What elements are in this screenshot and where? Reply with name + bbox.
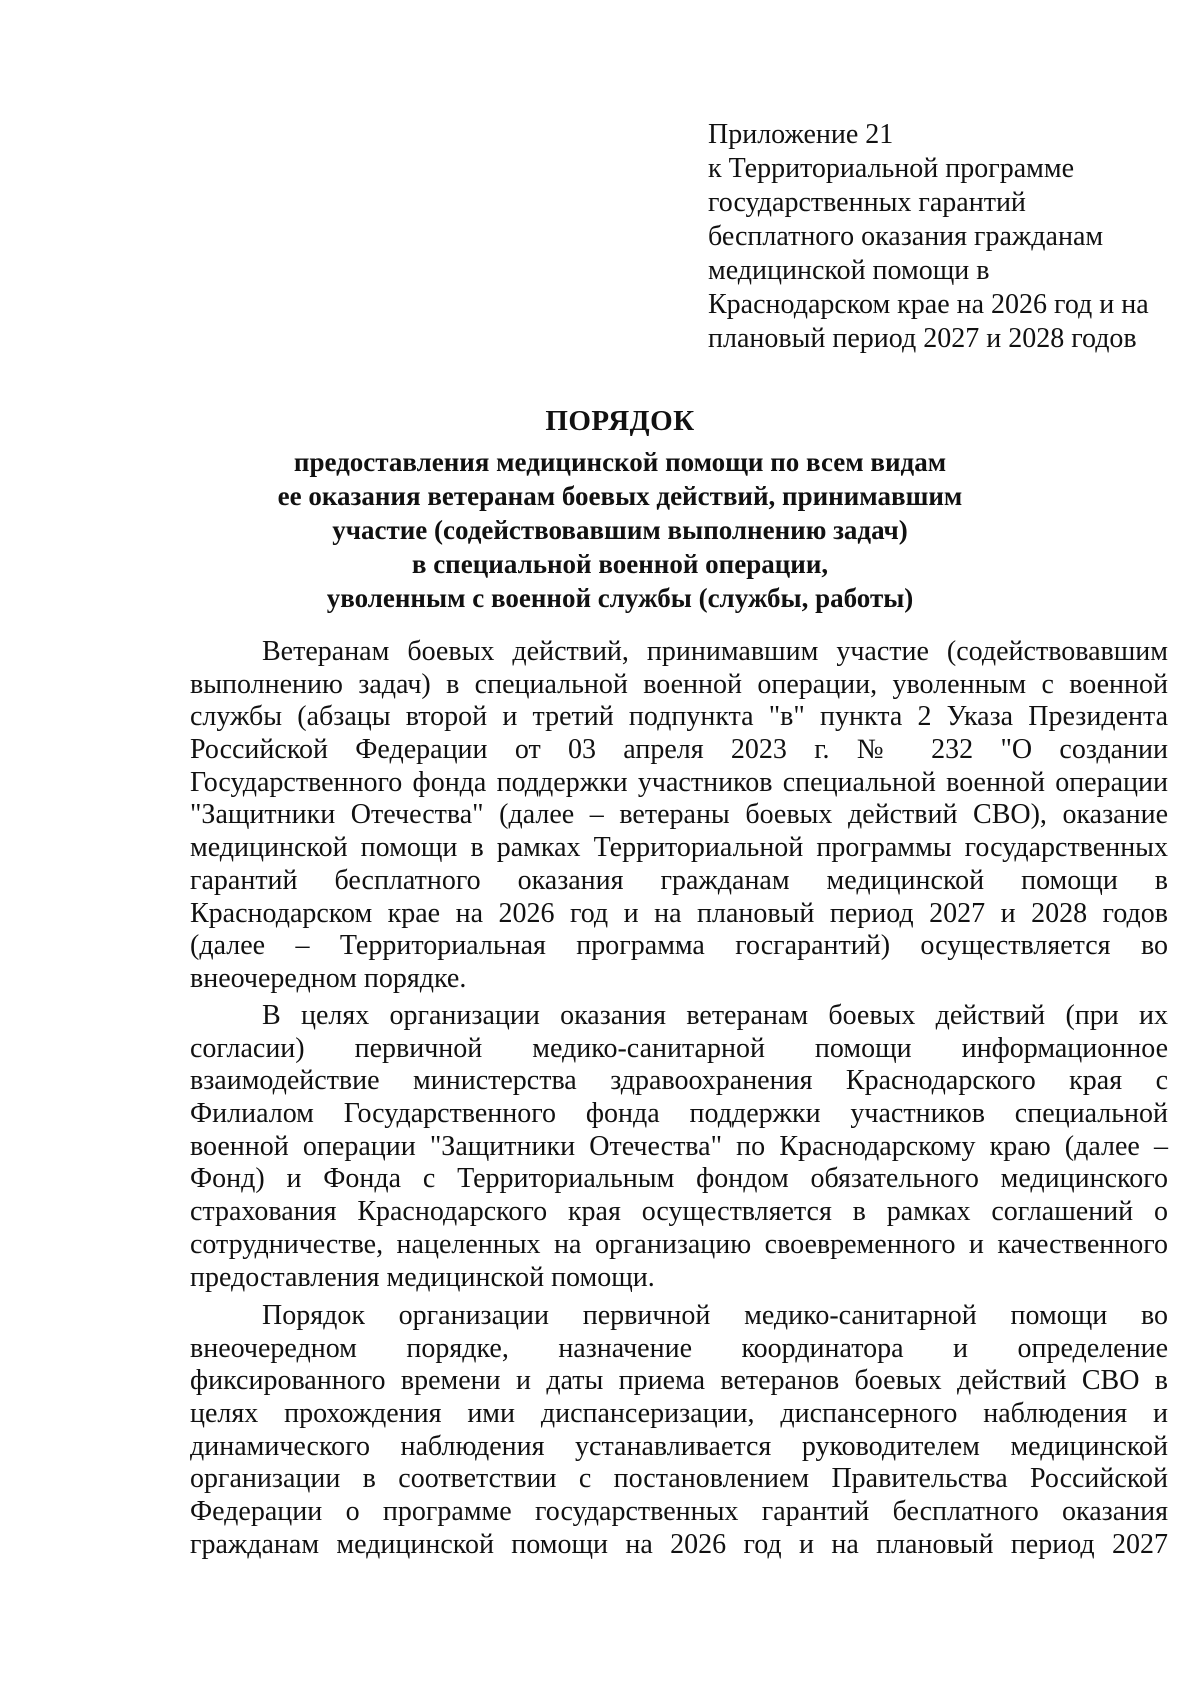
paragraph-line: взаимодействие министерства здравоохранения Краснодарского края с — [190, 1065, 1168, 1097]
paragraph-line: целях прохождения ими диспансеризации, диспансерного наблюдения и — [190, 1398, 1168, 1430]
appendix-line: плановый период 2027 и 2028 годов — [708, 323, 1137, 354]
paragraph-line: военной операции "Защитники Отечества" по Краснодарскому краю (далее – — [190, 1130, 1168, 1162]
appendix-line: бесплатного оказания гражданам — [708, 221, 1104, 252]
paragraph-line: предоставления медицинской помощи. — [190, 1261, 655, 1293]
paragraph-line: Филиалом Государственного фонда поддержки участников специальной — [190, 1098, 1168, 1130]
paragraph-line: внеочередном порядке. — [190, 962, 467, 994]
appendix-line: государственных гарантий — [708, 187, 1026, 218]
subtitle-line: ее оказания ветеранам боевых действий, принимавшим — [277, 481, 963, 511]
paragraph-procedure — [190, 1300, 1168, 1562]
subtitle-line: участие (содействовавшим выполнению задач) — [332, 515, 908, 545]
appendix-line: Приложение 21 — [708, 119, 894, 150]
appendix-line: к Территориальной программе — [708, 153, 1075, 184]
paragraph-line: "Защитники Отечества" (далее – ветераны боевых действий СВО), оказание — [190, 799, 1168, 831]
subtitle-line: уволенным с военной службы (службы, работы) — [326, 583, 914, 613]
paragraph-line: страхования Краснодарского края осуществляется в рамках соглашений о — [190, 1196, 1168, 1228]
paragraph-line: гарантий бесплатного оказания гражданам медицинской помощи в — [190, 864, 1168, 896]
paragraph-line: внеочередном порядке, назначение координатора и определение — [190, 1332, 1168, 1364]
paragraph-line: медицинской помощи в рамках Территориальной программы государственных — [190, 832, 1168, 864]
paragraph-line: В целях организации оказания ветеранам боевых действий (при их — [262, 1000, 1168, 1031]
paragraph-line: фиксированного времени и даты приема ветеранов боевых действий СВО в — [190, 1365, 1168, 1397]
paragraph-line: Федерации о программе государственных гарантий бесплатного оказания — [190, 1496, 1168, 1528]
paragraph-line: гражданам медицинской помощи на 2026 год и на плановый период 2027 — [190, 1528, 1168, 1560]
paragraph-line: согласии) первичной медико-санитарной помощи информационное — [190, 1032, 1168, 1064]
paragraph-line: Фонд) и Фонда с Территориальным фондом обязательного медицинского — [190, 1163, 1168, 1195]
appendix-line: медицинской помощи в — [708, 255, 990, 286]
paragraph-information-exchange — [190, 1000, 1168, 1294]
paragraph-veterans-priority — [190, 636, 1168, 996]
appendix-block — [708, 118, 1178, 356]
paragraph-line: сотрудничестве, нацеленных на организацию своевременного и качественного — [190, 1228, 1168, 1260]
paragraph-line: организации в соответствии с постановлением Правительства Российской — [190, 1463, 1168, 1495]
paragraph-line: Краснодарском крае на 2026 год и на плановый период 2027 и 2028 годов — [190, 897, 1168, 929]
paragraph-line: выполнению задач) в специальной военной операции, уволенным с военной — [190, 668, 1168, 700]
paragraph-line: (далее – Территориальная программа госгарантий) осуществляется во — [190, 930, 1168, 962]
subtitle-line: предоставления медицинской помощи по всем видам — [293, 447, 947, 477]
paragraph-line: Ветеранам боевых действий, принимавшим участие (содействовавшим — [262, 636, 1168, 667]
paragraph-line: динамического наблюдения устанавливается руководителем медицинской — [190, 1430, 1168, 1462]
document-title: ПОРЯДОК — [545, 405, 695, 437]
paragraph-line: Порядок организации первичной медико-санитарной помощи во — [262, 1300, 1168, 1331]
appendix-line: Краснодарском крае на 2026 год и на — [708, 289, 1149, 320]
paragraph-line: службы (абзацы второй и третий подпункта "в" пункта 2 Указа Президента — [190, 701, 1168, 733]
paragraph-line: Государственного фонда поддержки участников специальной военной операции — [190, 766, 1168, 798]
document-subtitle — [120, 445, 1120, 615]
subtitle-line: в специальной военной операции, — [411, 549, 829, 579]
paragraph-line: Российской Федерации от 03 апреля 2023 г. № 232 "О создании — [190, 734, 1168, 766]
